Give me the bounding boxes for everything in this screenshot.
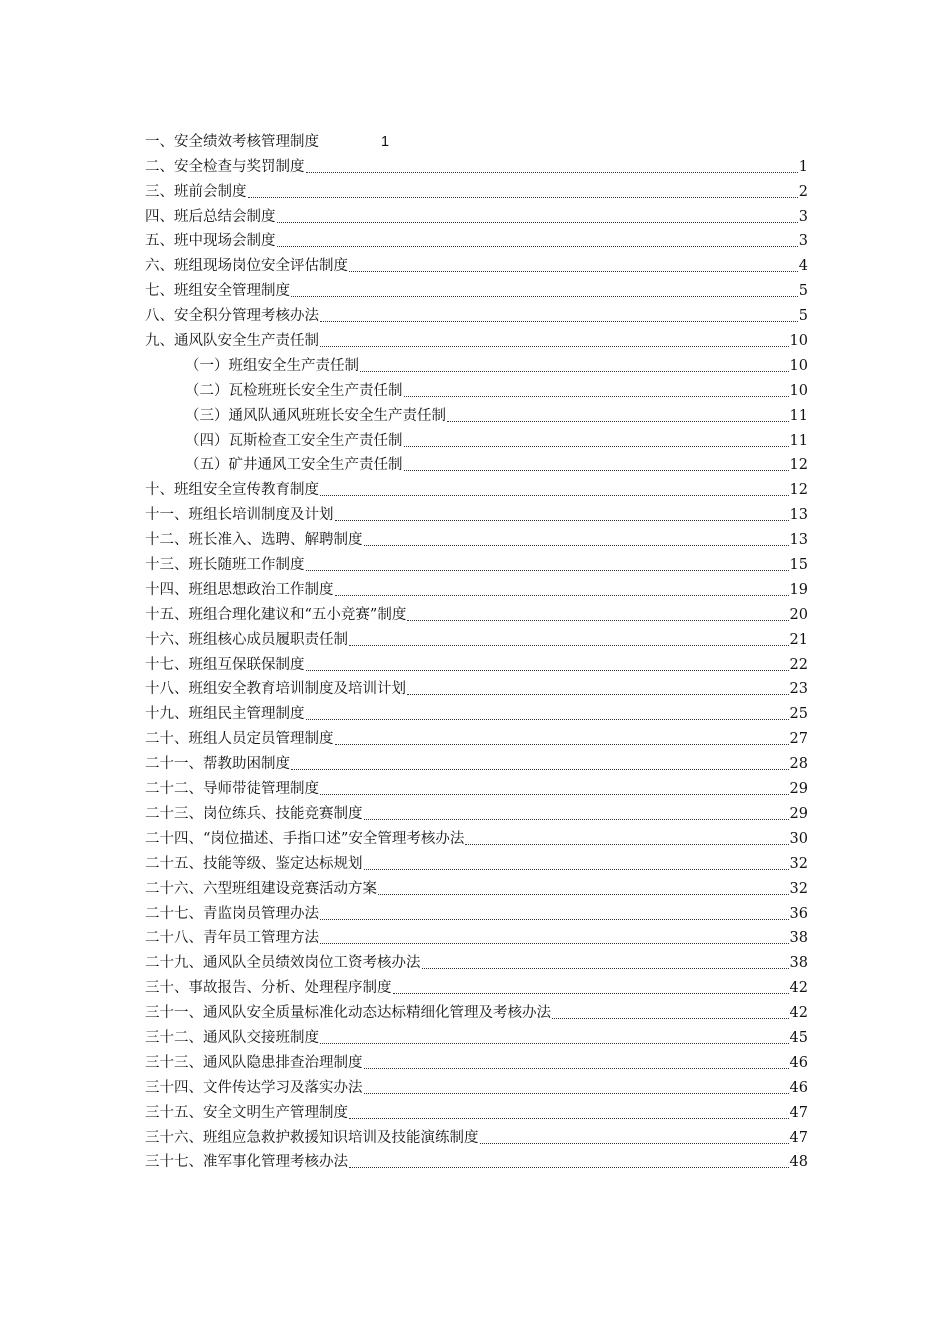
toc-entry-label: （三）通风队通风班班长安全生产责任制 [185, 407, 446, 424]
toc-entry-page: 29 [789, 781, 808, 798]
toc-entry-label: （一）班组安全生产责任制 [185, 357, 359, 374]
toc-entry-label: 三十六、班组应急救护救援知识培训及技能演练制度 [145, 1129, 479, 1146]
toc-entry-page: 42 [789, 1005, 808, 1022]
toc-entry-page: 28 [789, 756, 808, 773]
toc-leader-dots [393, 992, 789, 994]
toc-entry[interactable] [145, 924, 808, 949]
toc-leader-dots [306, 669, 789, 671]
toc-entry[interactable] [145, 1123, 808, 1148]
toc-entry-page: 5 [798, 308, 808, 325]
toc-entry-label: 二十六、六型班组建设竞赛活动方案 [145, 880, 377, 897]
toc-entry-page: 36 [789, 905, 808, 922]
toc-entry-label: 十一、班组长培训制度及计划 [145, 507, 334, 524]
toc-entry[interactable] [145, 1048, 808, 1073]
toc-entry[interactable] [145, 152, 808, 177]
toc-leader-dots [404, 469, 789, 471]
toc-entry-label: 八、安全积分管理考核办法 [145, 308, 319, 325]
toc-entry[interactable] [145, 227, 808, 252]
toc-entry-label: 二十七、青监岗员管理办法 [145, 905, 319, 922]
toc-entry-label: 五、班中现场会制度 [145, 233, 276, 250]
toc-leader-dots [552, 1017, 789, 1019]
toc-entry-page: 13 [789, 532, 808, 549]
toc-entry-page: 1 [381, 133, 390, 150]
toc-leader-dots [364, 1092, 789, 1094]
toc-entry-label: 三十一、通风队安全质量标准化动态达标精细化管理及考核办法 [145, 1005, 551, 1022]
toc-entry[interactable] [145, 550, 808, 575]
toc-entry[interactable] [145, 774, 808, 799]
toc-leader-dots [306, 171, 798, 173]
toc-entry[interactable] [145, 824, 808, 849]
toc-leader-dots [378, 893, 789, 895]
toc-entry-page: 42 [789, 980, 808, 997]
toc-entry[interactable] [145, 127, 808, 152]
toc-entry-label: 二十一、帮教助困制度 [145, 756, 290, 773]
toc-entry-label: 四、班后总结会制度 [145, 208, 276, 225]
toc-entry-label: 三十四、文件传达学习及落实办法 [145, 1079, 363, 1096]
toc-entry-page: 48 [789, 1154, 808, 1171]
toc-subentry[interactable] [145, 351, 808, 376]
toc-entry[interactable] [145, 675, 808, 700]
toc-entry-page: 45 [789, 1029, 808, 1046]
toc-entry-page: 15 [789, 557, 808, 574]
toc-leader-dots [306, 718, 789, 720]
toc-entry[interactable] [145, 948, 808, 973]
toc-subentry[interactable] [145, 426, 808, 451]
toc-entry[interactable] [145, 849, 808, 874]
toc-entry-label: 十七、班组互保联保制度 [145, 656, 305, 673]
toc-subentry[interactable] [145, 451, 808, 476]
toc-entry-label: 二十四、“岗位描述、手指口述”安全管理考核办法 [145, 830, 465, 847]
toc-entry[interactable] [145, 749, 808, 774]
toc-leader-dots [480, 1142, 789, 1144]
toc-entry[interactable] [145, 899, 808, 924]
toc-entry[interactable] [145, 1023, 808, 1048]
toc-entry[interactable] [145, 699, 808, 724]
toc-leader-dots [320, 942, 789, 944]
toc-entry-page: 27 [789, 731, 808, 748]
toc-leader-dots [277, 245, 798, 247]
toc-leader-dots [360, 370, 789, 372]
toc-entry[interactable] [145, 874, 808, 899]
toc-entry[interactable] [145, 650, 808, 675]
toc-leader-dots [349, 1166, 789, 1168]
toc-leader-dots [320, 1042, 789, 1044]
toc-leader-dots [248, 196, 798, 198]
toc-entry[interactable] [145, 1098, 808, 1123]
toc-entry-label: 二十八、青年员工管理方法 [145, 930, 319, 947]
toc-entry-label: 十四、班组思想政治工作制度 [145, 581, 334, 598]
toc-entry-label: （四）瓦斯检查工安全生产责任制 [185, 432, 403, 449]
toc-entry-label: 三十、事故报告、分析、处理程序制度 [145, 980, 392, 997]
toc-entry-label: 九、通风队安全生产责任制 [145, 333, 319, 350]
toc-leader-dots [364, 818, 789, 820]
toc-entry-page: 5 [798, 283, 808, 300]
toc-leader-dots [291, 295, 798, 297]
toc-entry[interactable] [145, 575, 808, 600]
toc-entry-label: 十六、班组核心成员履职责任制 [145, 631, 348, 648]
toc-leader-dots [422, 967, 789, 969]
toc-entry[interactable] [145, 799, 808, 824]
toc-leader-dots [349, 644, 789, 646]
toc-entry-page: 19 [789, 581, 808, 598]
toc-leader-dots [291, 768, 789, 770]
toc-entry[interactable] [145, 600, 808, 625]
toc-entry-page: 20 [789, 606, 808, 623]
toc-entry[interactable] [145, 525, 808, 550]
toc-leader-dots [447, 420, 789, 422]
toc-entry-page: 10 [789, 382, 808, 399]
toc-entry-page: 4 [798, 258, 808, 275]
toc-leader-dots [335, 743, 789, 745]
toc-entry-page: 23 [789, 681, 808, 698]
toc-entry-page: 21 [789, 631, 808, 648]
toc-entry[interactable] [145, 276, 808, 301]
toc-entry[interactable] [145, 251, 808, 276]
toc-entry-label: 六、班组现场岗位安全评估制度 [145, 258, 348, 275]
toc-entry-label: 十五、班组合理化建议和“五小竞赛”制度 [145, 606, 407, 623]
toc-entry-label: 三十二、通风队交接班制度 [145, 1029, 319, 1046]
toc-entry-label: 二十二、导师带徒管理制度 [145, 781, 319, 798]
toc-leader-dots [306, 569, 789, 571]
toc-entry-page: 47 [789, 1104, 808, 1121]
toc-entry-label: 三十三、通风队隐患排查治理制度 [145, 1054, 363, 1071]
toc-leader-dots [349, 270, 798, 272]
toc-entry[interactable] [145, 625, 808, 650]
toc-entry-label: 三十七、准军事化管理考核办法 [145, 1154, 348, 1171]
toc-entry[interactable] [145, 202, 808, 227]
toc-entry[interactable] [145, 475, 808, 500]
toc-entry-label: 十八、班组安全教育培训制度及培训计划 [145, 681, 406, 698]
toc-entry[interactable] [145, 301, 808, 326]
toc-entry-label: 一、安全绩效考核管理制度 [145, 133, 319, 150]
toc-entry-page: 22 [789, 656, 808, 673]
toc-entry-page: 38 [789, 955, 808, 972]
toc-entry[interactable] [145, 1073, 808, 1098]
toc-entry-label: 十、班组安全宣传教育制度 [145, 482, 319, 499]
toc-leader-dots [320, 345, 789, 347]
toc-subentry[interactable] [145, 376, 808, 401]
toc-entry-page: 29 [789, 805, 808, 822]
toc-entry-label: 二十五、技能等级、鉴定达标规划 [145, 855, 363, 872]
toc-leader-dots [364, 868, 789, 870]
toc-subentry[interactable] [145, 401, 808, 426]
toc-entry-page: 1 [798, 158, 808, 175]
toc-leader-dots [335, 519, 789, 521]
toc-leader-dots [407, 619, 788, 621]
toc-entry-label: 十三、班长随班工作制度 [145, 557, 305, 574]
toc-leader-dots [320, 494, 789, 496]
toc-entry-label: 二、安全检查与奖罚制度 [145, 158, 305, 175]
toc-entry-label: 七、班组安全管理制度 [145, 283, 290, 300]
toc-leader-dots [404, 395, 789, 397]
toc-leader-dots [407, 693, 789, 695]
toc-entry-label: 十二、班长准入、选聘、解聘制度 [145, 532, 363, 549]
toc-leader-dots [320, 918, 789, 920]
toc-entry-label: 十九、班组民主管理制度 [145, 706, 305, 723]
toc-leader-dots [364, 1067, 789, 1069]
toc-entry[interactable] [145, 724, 808, 749]
toc-entry-label: 二十三、岗位练兵、技能竞赛制度 [145, 805, 363, 822]
toc-leader-dots [320, 320, 798, 322]
toc-entry-page: 13 [789, 507, 808, 524]
toc-entry-label: 二十、班组人员定员管理制度 [145, 731, 334, 748]
toc-entry-page: 3 [798, 233, 808, 250]
toc-entry-label: 三十五、安全文明生产管理制度 [145, 1104, 348, 1121]
toc-entry-page: 46 [789, 1079, 808, 1096]
toc-leader-dots [320, 793, 789, 795]
toc-entry-page: 2 [798, 183, 808, 200]
toc-entry-page: 47 [789, 1129, 808, 1146]
toc-entry-page: 25 [789, 706, 808, 723]
toc-entry-page: 3 [798, 208, 808, 225]
toc-entry-page: 11 [789, 432, 808, 449]
toc-entry[interactable] [145, 500, 808, 525]
toc-entry-page: 38 [789, 930, 808, 947]
toc-leader-dots [364, 544, 789, 546]
toc-entry-page: 32 [789, 855, 808, 872]
toc-entry[interactable] [145, 973, 808, 998]
toc-entry-page: 11 [789, 407, 808, 424]
toc-entry-page: 12 [789, 482, 808, 499]
toc-entry[interactable] [145, 1148, 808, 1173]
toc-entry-page: 12 [789, 457, 808, 474]
toc-leader-dots [277, 221, 798, 223]
toc-entry-page: 32 [789, 880, 808, 897]
toc-entry-label: （五）矿井通风工安全生产责任制 [185, 457, 403, 474]
toc-entry-label: 三、班前会制度 [145, 183, 247, 200]
toc-entry-page: 30 [789, 830, 808, 847]
toc-entry[interactable] [145, 998, 808, 1023]
toc-entry[interactable] [145, 326, 808, 351]
toc-entry-label: 二十九、通风队全员绩效岗位工资考核办法 [145, 955, 421, 972]
toc-entry-page: 46 [789, 1054, 808, 1071]
toc-entry-page: 10 [789, 357, 808, 374]
toc-entry-page: 10 [789, 333, 808, 350]
toc-leader-dots [335, 594, 789, 596]
toc-leader-dots [404, 445, 789, 447]
toc-entry-label: （二）瓦检班班长安全生产责任制 [185, 382, 403, 399]
toc-leader-dots [465, 843, 788, 845]
toc-leader-dots [349, 1117, 789, 1119]
toc-entry[interactable] [145, 177, 808, 202]
table-of-contents [145, 127, 808, 1172]
